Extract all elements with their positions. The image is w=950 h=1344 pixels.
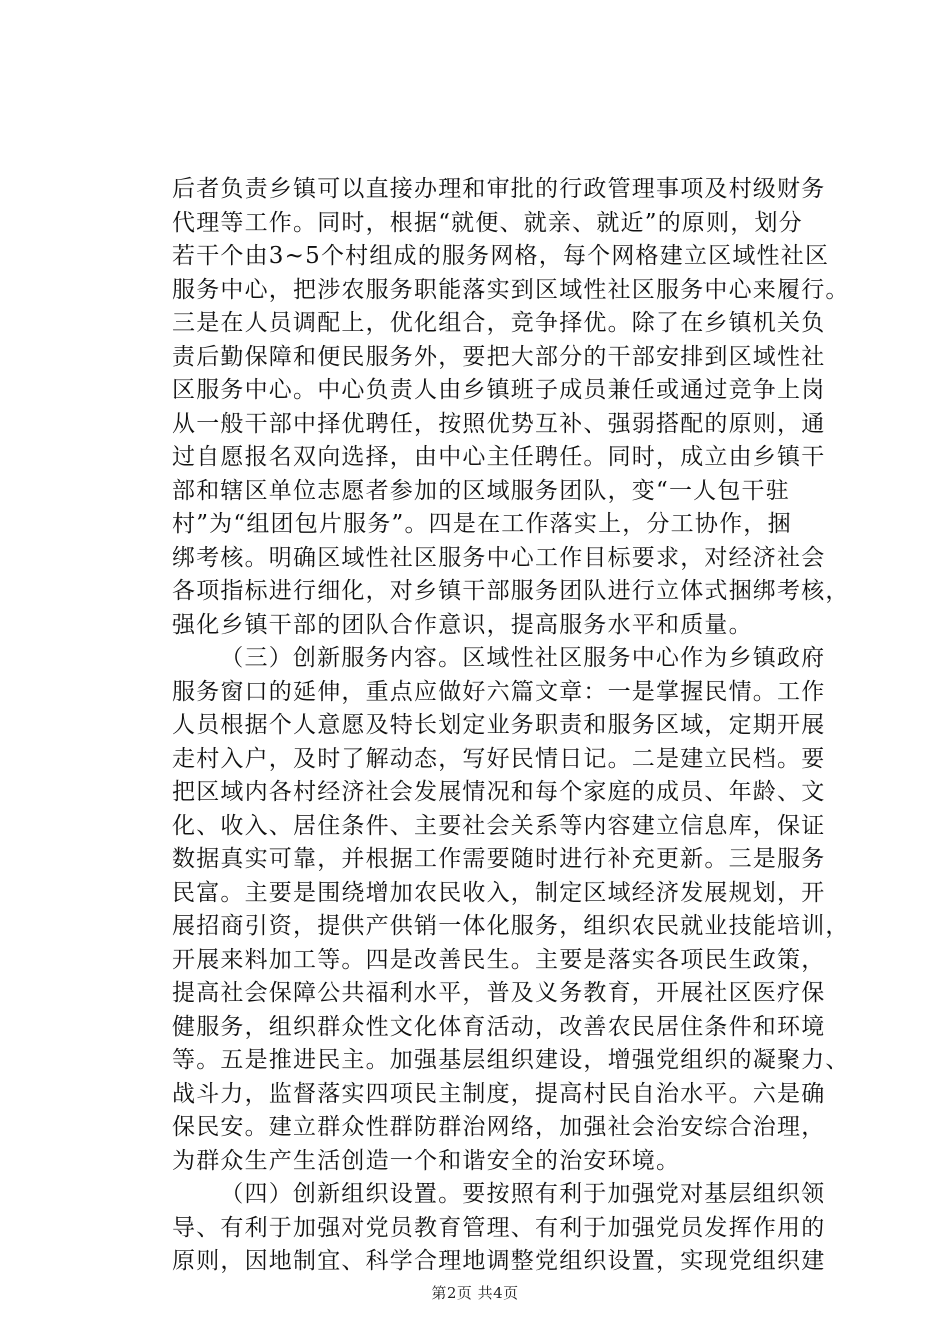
text-line: 化、收入、居住条件、主要社会关系等内容建立信息库，保证: [172, 812, 826, 839]
text-line: 若干个由3~5个村组成的服务网格，每个网格建立区域性社区: [172, 243, 830, 269]
text-line: 民富。主要是围绕增加农民收入，制定区域经济发展规划，开: [172, 879, 826, 906]
text-line: 数据真实可靠，并根据工作需要随时进行补充更新。三是服务: [172, 846, 826, 872]
text-line: 三是在人员调配上，优化组合，竞争择优。除了在乡镇机关负: [172, 310, 826, 336]
text-line: 开展来料加工等。四是改善民生。主要是落实各项民生政策，: [172, 946, 826, 973]
text-line: 导、有利于加强对党员教育管理、有利于加强党员发挥作用的: [172, 1214, 826, 1241]
text-line: 服务窗口的延伸，重点应做好六篇文章：一是掌握民情。工作: [172, 678, 826, 705]
text-line: 提高社会保障公共福利水平，普及义务教育，开展社区医疗保: [172, 980, 826, 1006]
text-line: 为群众生产生活创造一个和谐安全的治安环境。: [172, 1147, 681, 1174]
text-line: 原则，因地制宜、科学合理地调整党组织设置，实现党组织建: [172, 1248, 826, 1274]
text-line: 过自愿报名双向选择，由中心主任聘任。同时，成立由乡镇干: [172, 444, 826, 470]
text-line: 区服务中心。中心负责人由乡镇班子成员兼任或通过竞争上岗: [172, 377, 826, 403]
text-line: 代理等工作。同时，根据“就便、就亲、就近”的原则，划分: [172, 209, 803, 236]
text-line: 等。五是推进民主。加强基层组织建设，增强党组织的凝聚力、: [172, 1047, 850, 1073]
text-line: 绑考核。明确区域性社区服务中心工作目标要求，对经济社会: [172, 544, 826, 571]
text-line: 服务中心，把涉农服务职能落实到区域性社区服务中心来履行。: [172, 276, 850, 303]
body-text: [172, 173, 850, 1279]
paragraph-start-line: （三）创新服务内容。区域性社区服务中心作为乡镇政府: [220, 645, 826, 671]
page-footer: [0, 1282, 950, 1303]
text-line: 部和辖区单位志愿者参加的区域服务团队，变“一人包干驻: [172, 477, 790, 504]
text-line: 强化乡镇干部的团队合作意识，提高服务水平和质量。: [172, 611, 753, 638]
text-line: 从一般干部中择优聘任，按照优势互补、强弱搭配的原则，通: [172, 410, 826, 437]
page-number-label: 第2页 共4页: [431, 1284, 519, 1302]
text-line: 把区域内各村经济社会发展情况和每个家庭的成员、年龄、文: [172, 779, 826, 805]
text-line: 保民安。建立群众性群防群治网络，加强社会治安综合治理，: [172, 1114, 826, 1140]
text-line: 人员根据个人意愿及特长划定业务职责和服务区域，定期开展: [172, 712, 826, 738]
text-line: 健服务，组织群众性文化体育活动，改善农民居住条件和环境: [172, 1013, 826, 1040]
text-line: 走村入户，及时了解动态，写好民情日记。二是建立民档。要: [172, 745, 826, 772]
paragraph-start-line: （四）创新组织设置。要按照有利于加强党对基层组织领: [220, 1181, 826, 1207]
text-line: 责后勤保障和便民服务外，要把大部分的干部安排到区域性社: [172, 343, 826, 370]
text-line: 战斗力，监督落实四项民主制度，提高村民自治水平。六是确: [172, 1080, 826, 1107]
text-line: 展招商引资，提供产供销一体化服务，组织农民就业技能培训，: [172, 913, 850, 939]
text-line: 村”为“组团包片服务”。四是在工作落实上，分工协作，捆: [172, 511, 792, 537]
text-line: 后者负责乡镇可以直接办理和审批的行政管理事项及村级财务: [172, 176, 826, 202]
text-line: 各项指标进行细化，对乡镇干部服务团队进行立体式捆绑考核，: [172, 578, 850, 604]
